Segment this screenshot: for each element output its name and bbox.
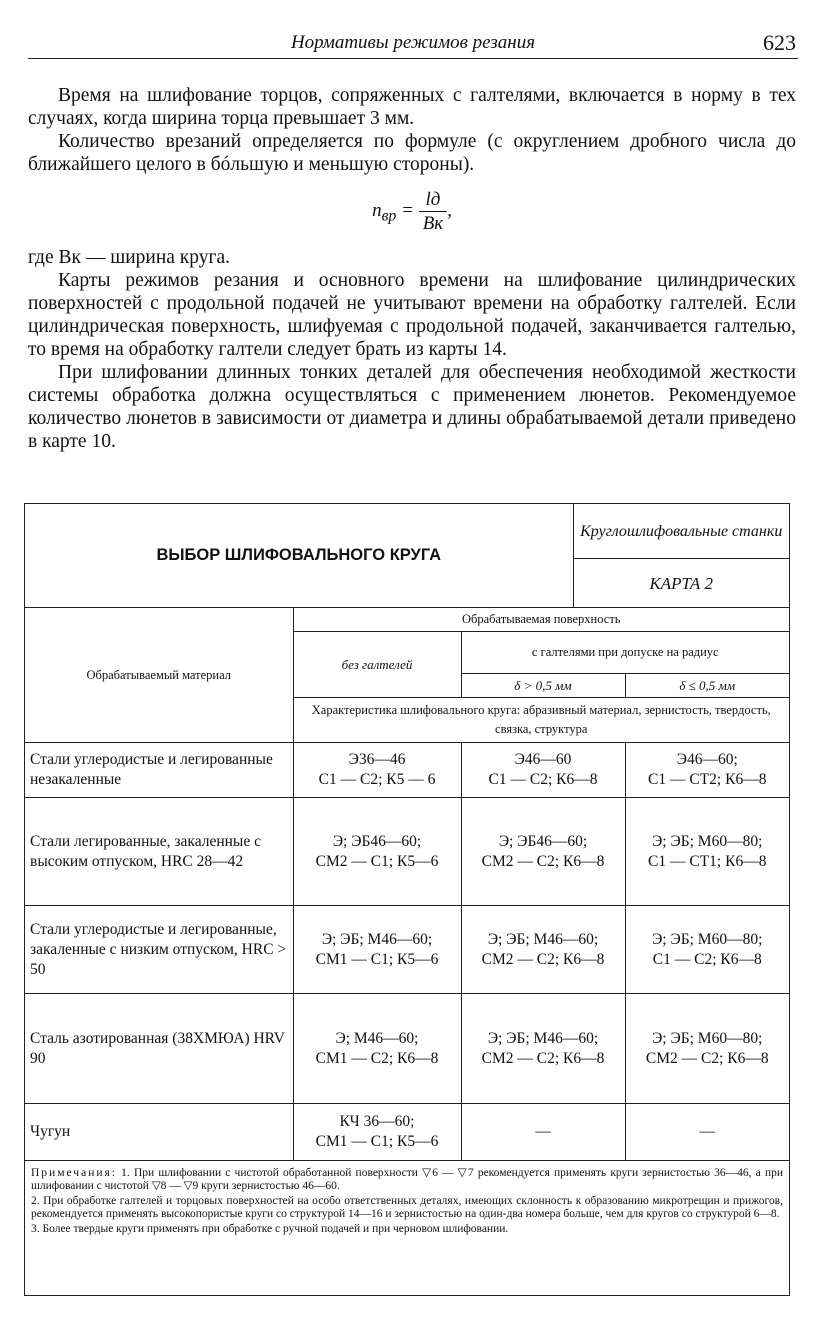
formula-lhs: n <box>372 199 382 221</box>
card-number: КАРТА 2 <box>573 559 789 608</box>
cell-line-2: С1 — СТ1; К6—8 <box>648 852 767 870</box>
grinding-wheel-table <box>25 504 789 1161</box>
cell-delta-le <box>625 798 789 906</box>
table-row <box>25 994 789 1104</box>
cell-delta-gt <box>461 798 625 906</box>
cell-line-1: — <box>699 1123 715 1140</box>
cell-line-2: СМ1 — С1; К5—6 <box>315 1133 439 1150</box>
cell-line-2: СМ2 — С2; К6—8 <box>645 1049 769 1067</box>
cell-delta-le <box>625 994 789 1104</box>
cell-line-1: — <box>535 1123 551 1140</box>
cell-delta-le <box>625 906 789 994</box>
cell-line-2: С1 — СТ2; К6—8 <box>648 771 767 788</box>
formula-lhs-sub: вр <box>381 207 397 225</box>
cell-line-1: Э36—46 <box>348 751 406 768</box>
cell-line-2: СМ1 — С1; К5—6 <box>315 950 439 968</box>
cell-line-2: СМ2 — С2; К6—8 <box>481 1049 605 1067</box>
cell-line-1: Э; ЭБ46—60; <box>332 832 422 850</box>
cell-line-1: Э; ЭБ; М60—80; <box>652 930 763 948</box>
col-delta-gt-header: δ > 0,5 мм <box>461 674 625 698</box>
formula-numerator: lд <box>419 188 448 212</box>
cell-line-1: Э; М46—60; <box>335 1029 419 1047</box>
formula-eq: = <box>396 199 419 221</box>
table-row <box>25 798 789 906</box>
col-no-fillet-header: без галтелей <box>293 632 461 698</box>
running-header <box>28 30 798 59</box>
machine-type: Круглошлифовальные станки <box>573 504 789 559</box>
cell-line-1: Э46—60 <box>514 751 572 768</box>
running-title: Нормативы режимов резания <box>290 32 536 53</box>
page-number: 623 <box>763 30 796 55</box>
col-with-fillet-header: с галтелями при допуске на радиус <box>461 632 789 674</box>
cell-delta-gt <box>461 743 625 798</box>
cell-line-2: С1 — С2; К6—8 <box>488 771 598 788</box>
paragraph-1: Время на шлифование торцов, сопряженных с галтелями, включается в норму в тех случаях, когда ширина торца превышает 3 мм. <box>28 85 796 129</box>
cell-line-1: Э; ЭБ; М46—60; <box>487 930 599 948</box>
cell-no-fillet <box>293 743 461 798</box>
paragraph-5: При шлифовании длинных тонких деталей для обеспечения необходимой жесткости системы обработка должна осуществляться с применением люнетов. Рекомендуемое количество люнетов в зависимости от диаметра и длины обрабатываемой детали приведено в карте 10. <box>28 362 796 452</box>
table-row <box>25 743 789 798</box>
cell-line-2: СМ2 — С1; К5—6 <box>315 852 439 870</box>
cell-line-1: КЧ 36—60; <box>339 1113 415 1130</box>
note-3: 3. Более твердые круги применять при обработке с ручной подачей и при черновом шлифовании. <box>31 1223 509 1235</box>
cell-no-fillet <box>293 1104 461 1161</box>
col-material-header: Обрабатываемый материал <box>25 608 293 743</box>
cell-line-2: СМ2 — С2; К6—8 <box>481 852 605 870</box>
cell-delta-le <box>625 743 789 798</box>
notes <box>25 1161 789 1242</box>
cell-delta-gt <box>461 906 625 994</box>
formula-fraction <box>419 188 448 235</box>
cell-delta-gt <box>461 994 625 1104</box>
note-1-text: 1. При шлифовании с чистотой обработанной поверхности ▽6 — ▽7 рекомендуется применять круги зернистостью 36—46, а при шлифовании с чистотой ▽8 — ▽9 круги зернистостью 46—60. <box>31 1167 784 1192</box>
cell-line-1: Э; ЭБ; М60—80; <box>652 1029 763 1047</box>
cell-no-fillet <box>293 994 461 1104</box>
row-material: Сталь азотированная (38ХМЮА) HRV 90 <box>25 994 293 1104</box>
cell-line-2: СМ2 — С2; К6—8 <box>481 950 605 968</box>
paragraph-3: где Bк — ширина круга. <box>28 247 231 268</box>
cell-line-2: СМ1 — С2; К6—8 <box>315 1049 439 1067</box>
cell-line-1: Э46—60; <box>676 751 738 768</box>
wheel-characteristic-header: Характеристика шлифовального круга: абразивный материал, зернистость, твердость, связка, структура <box>293 698 789 743</box>
cell-delta-le <box>625 1104 789 1161</box>
cell-no-fillet <box>293 798 461 906</box>
cell-line-1: Э; ЭБ46—60; <box>498 832 588 850</box>
row-material: Стали углеродистые и легированные незакаленные <box>25 743 293 798</box>
body-text <box>28 84 796 453</box>
card-title: ВЫБОР ШЛИФОВАЛЬНОГО КРУГА <box>25 504 573 608</box>
formula-denominator: Bк <box>422 213 444 234</box>
row-material: Чугун <box>25 1104 293 1161</box>
notes-label: Примечания: <box>31 1167 117 1179</box>
paragraph-2: Количество врезаний определяется по формуле (с округлением дробного числа до ближайшего целого в бóльшую и меньшую стороны). <box>28 131 796 175</box>
col-surface-header: Обрабатываемая поверхность <box>293 608 789 632</box>
cell-line-1: Э; ЭБ; М60—80; <box>652 832 763 850</box>
table-row <box>25 906 789 994</box>
paragraph-4: Карты режимов резания и основного времени на шлифование цилиндрических поверхностей с продольной подачей не учитывают времени на обработку галтелей. Если цилиндрическая поверхность, шлифуемая с продольной подачей, заканчивается галтелью, то время на обработку галтели следует брать из карты 14. <box>28 270 796 360</box>
row-material: Стали углеродистые и легированные, закаленные с низким отпуском, HRC > 50 <box>25 906 293 994</box>
note-1 <box>31 1167 783 1193</box>
note-2: 2. При обработке галтелей и торцовых поверхностей на особо ответственных деталях, имеющих склонность к образованию микротрещин и прижогов, рекомендуется применять высокопористые круги со структурой 14—16 и зернистостью на один-два номера больше, чем для кругов со структурой 6—8. <box>31 1195 783 1220</box>
cell-delta-gt <box>461 1104 625 1161</box>
cell-line-1: Э; ЭБ; М46—60; <box>487 1029 599 1047</box>
formula <box>28 188 796 232</box>
cell-line-2: С1 — С2; К5 — 6 <box>318 771 436 788</box>
col-delta-le-header: δ ≤ 0,5 мм <box>625 674 789 698</box>
cell-line-1: Э; ЭБ; М46—60; <box>321 930 433 948</box>
row-material: Стали легированные, закаленные с высоким отпуском, HRC 28—42 <box>25 798 293 906</box>
cell-no-fillet <box>293 906 461 994</box>
card-2 <box>24 503 790 1296</box>
formula-tail: , <box>447 199 452 221</box>
table-row <box>25 1104 789 1161</box>
cell-line-2: С1 — С2; К6—8 <box>652 950 762 968</box>
